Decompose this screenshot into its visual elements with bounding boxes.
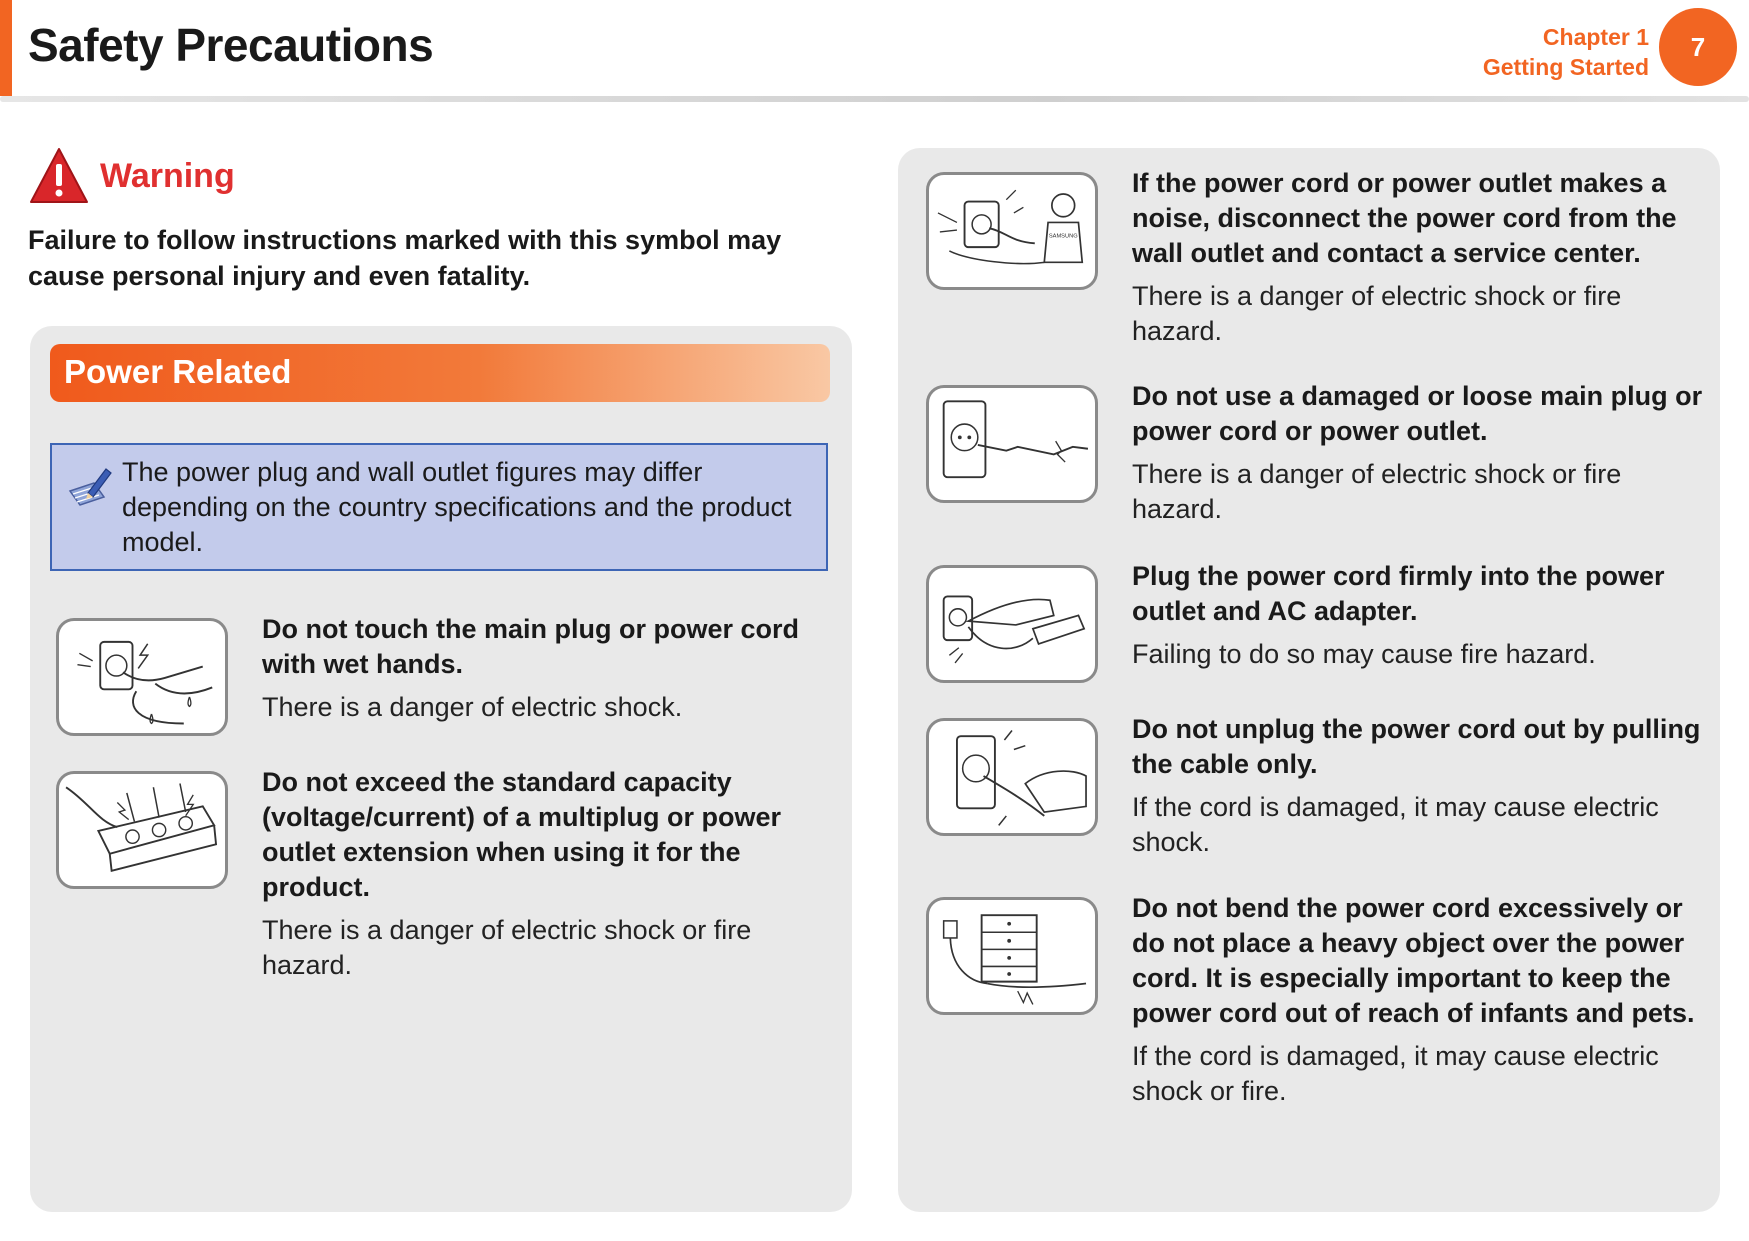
item-heading: Do not use a damaged or loose main plug or power cord or power outlet. <box>1132 381 1703 446</box>
damaged-plug-icon <box>929 388 1095 500</box>
item-heading: Do not unplug the power cord out by pulling the cable only. <box>1132 714 1701 779</box>
item-illustration <box>56 618 228 736</box>
pulling-cable-icon <box>929 721 1095 833</box>
warning-description: Failure to follow instructions marked with this symbol may cause personal injury and even fatality. <box>28 225 782 291</box>
warning-label: Warning <box>100 156 235 195</box>
item-illustration <box>926 565 1098 683</box>
item-heading: Do not exceed the standard capacity (voltage/current) of a multiplug or power outlet extension when using it for the product. <box>262 767 782 902</box>
noisy-outlet-service-icon <box>929 175 1095 287</box>
item-body: There is a danger of electric shock. <box>262 692 683 722</box>
header-divider <box>0 96 1749 102</box>
section-title: Power Related <box>64 353 292 390</box>
item-illustration <box>926 897 1098 1015</box>
item-illustration <box>56 771 228 889</box>
page-title: Safety Precautions <box>28 19 434 71</box>
item-heading: Do not bend the power cord excessively or do not place a heavy object over the power cord. It is especially important to keep the power cord out of reach of infants and pets. <box>1132 893 1695 1028</box>
item-illustration <box>926 385 1098 503</box>
item-body: There is a danger of electric shock or fire hazard. <box>1132 459 1622 524</box>
item-heading: Do not touch the main plug or power cord with wet hands. <box>262 614 799 679</box>
firm-plug-adapter-icon <box>929 568 1095 680</box>
item-heading: Plug the power cord firmly into the power outlet and AC adapter. <box>1132 561 1665 626</box>
warning-triangle-icon <box>28 146 90 206</box>
wet-hands-plug-icon <box>59 621 225 733</box>
chapter-number: Chapter 1 <box>1542 24 1649 50</box>
header-accent-bar <box>0 0 12 96</box>
chapter-label <box>1483 22 1649 82</box>
chapter-title: Getting Started <box>1482 54 1649 80</box>
samsung-logo-text: SAMSUNG <box>1048 233 1078 240</box>
item-body: There is a danger of electric shock or fire hazard. <box>262 915 752 980</box>
item-body: There is a danger of electric shock or fire hazard. <box>1132 281 1622 346</box>
item-body: If the cord is damaged, it may cause electric shock or fire. <box>1132 1041 1659 1106</box>
note-text: The power plug and wall outlet figures may differ depending on the country specifications and the product model. <box>122 457 792 557</box>
note-box <box>50 443 828 571</box>
item-illustration <box>926 718 1098 836</box>
section-header <box>50 344 830 402</box>
page-number-badge: 7 <box>1659 8 1737 86</box>
item-body: If the cord is damaged, it may cause electric shock. <box>1132 792 1659 857</box>
item-illustration <box>926 172 1098 290</box>
multiplug-overload-icon <box>59 774 225 886</box>
note-pencil-icon <box>64 463 114 513</box>
item-heading: If the power cord or power outlet makes a noise, disconnect the power cord from the wall outlet and contact a service center. <box>1132 168 1677 268</box>
warning-heading <box>28 145 235 207</box>
item-body: Failing to do so may cause fire hazard. <box>1132 639 1596 669</box>
heavy-object-cord-icon <box>929 900 1095 1012</box>
